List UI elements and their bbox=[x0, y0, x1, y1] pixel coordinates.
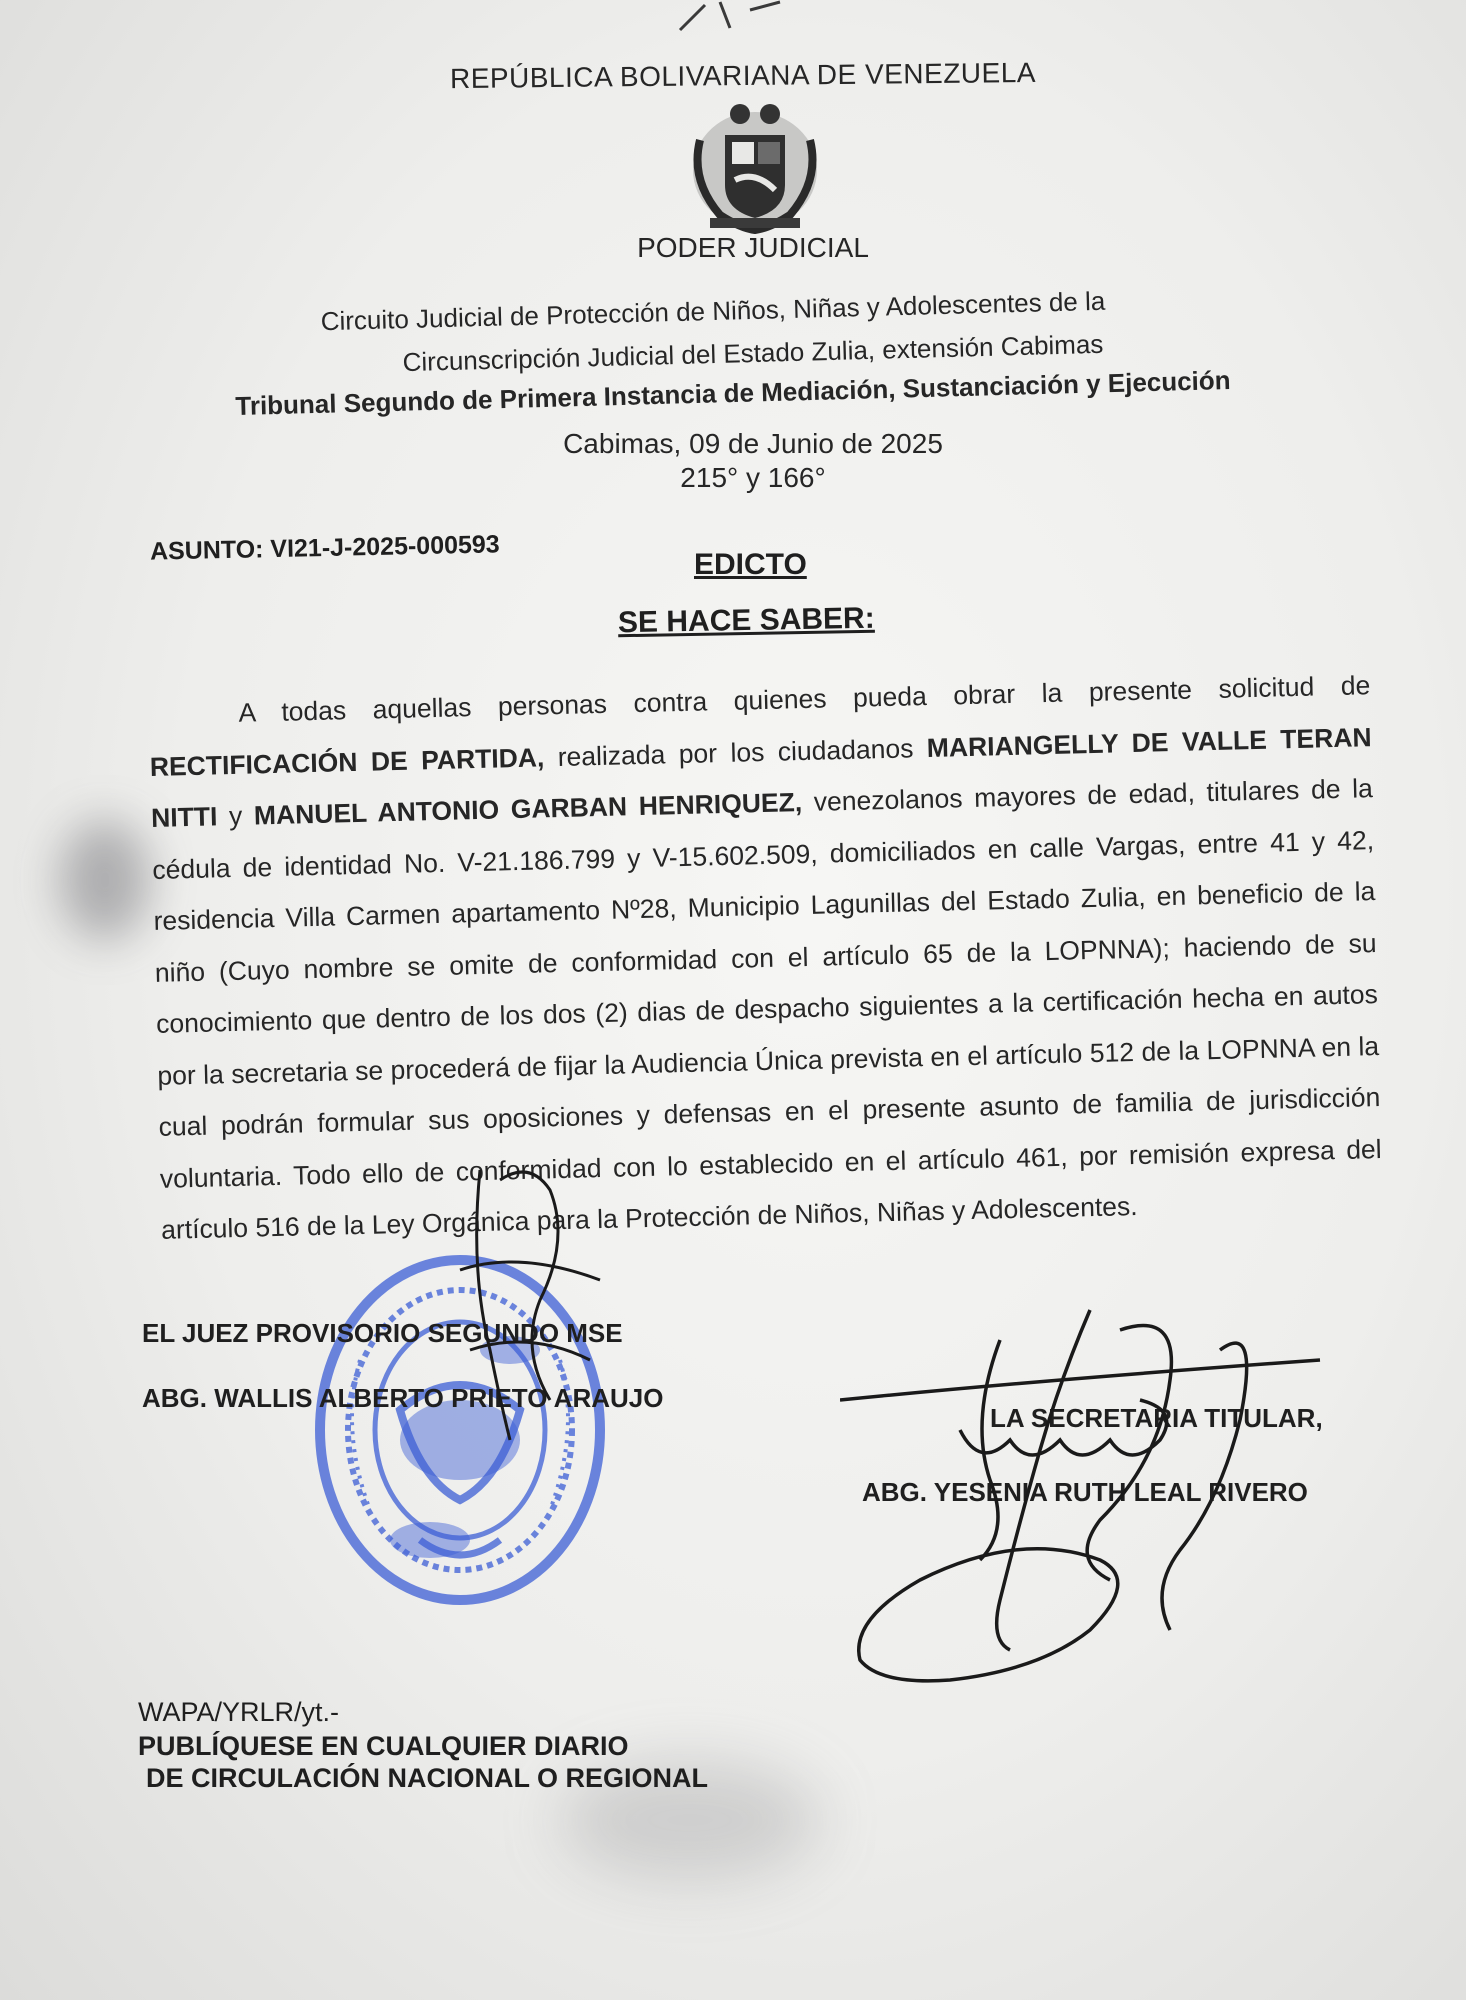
circuit-line-1: Circuito Judicial de Protección de Niños, Niñas y Adolescentes de la bbox=[320, 285, 1106, 337]
body-part-1: A todas aquellas personas contra quienes pueda obrar la presente solicitud de bbox=[238, 670, 1371, 728]
petitioner-1: MARIANGELLY DE VALLE TERAN NITTI bbox=[150, 721, 1372, 833]
court-name: Tribunal Segundo de Primera Instancia de Mediación, Sustanciación y Ejecución bbox=[235, 364, 1231, 422]
top-edge-mark-icon bbox=[660, 0, 800, 40]
petition-type: RECTIFICACIÓN DE PARTIDA, bbox=[149, 741, 545, 782]
document-title: EDICTO bbox=[694, 548, 807, 581]
publish-instruction-2: DE CIRCULACIÓN NACIONAL O REGIONAL bbox=[146, 1763, 709, 1793]
circuit-line-2: Circunscripción Judicial del Estado Zulia, extensión Cabimas bbox=[402, 328, 1104, 378]
judge-signature bbox=[440, 1150, 620, 1450]
shadow-smudge bbox=[60, 820, 150, 940]
case-subject: ASUNTO: VI21-J-2025-000593 bbox=[149, 530, 500, 566]
document-subtitle: SE HACE SABER: bbox=[617, 601, 875, 640]
judge-name: ABG. WALLIS ALBERTO PRIETO ARAUJO bbox=[142, 1383, 664, 1413]
body-part-2: realizada por los ciudadanos bbox=[543, 732, 928, 772]
branch-heading: PODER JUDICIAL bbox=[637, 232, 869, 263]
edict-body bbox=[148, 660, 1383, 1256]
coat-of-arms-icon bbox=[680, 100, 830, 235]
judge-title: EL JUEZ PROVISORIO SEGUNDO MSE bbox=[142, 1318, 623, 1348]
secretary-signature bbox=[840, 1300, 1360, 1700]
document-years: 215° y 166° bbox=[680, 462, 826, 493]
secretary-name: ABG. YESENIA RUTH LEAL RIVERO bbox=[862, 1477, 1308, 1507]
secretary-title: LA SECRETARIA TITULAR, bbox=[990, 1403, 1323, 1433]
publish-instruction-1: PUBLÍQUESE EN CUALQUIER DIARIO bbox=[138, 1731, 629, 1761]
initials-reference: WAPA/YRLR/yt.- bbox=[138, 1697, 340, 1727]
document-date: Cabimas, 09 de Junio de 2025 bbox=[563, 428, 943, 459]
petitioner-2: MANUEL ANTONIO GARBAN HENRIQUEZ, bbox=[253, 787, 803, 831]
body-part-3: y bbox=[216, 800, 255, 832]
country-heading: REPÚBLICA BOLIVARIANA DE VENEZUELA bbox=[449, 56, 1037, 95]
body-part-4: venezolanos mayores de edad, titulares de la cédula de identidad No. V-21.186.799 y V-15.602.509, domiciliados en calle Vargas, entre 41 y 42, residencia Villa Carmen apartamento Nº28, Municipio Lagunillas del Estado Zulia, en beneficio de la niño (Cuyo nombre se omite de conformidad con el artículo 65 de la LOPNNA); haciendo de su conocimiento que dentro de los dos (2) dias de despacho siguientes a la certificación hecha en autos por la secretaria se procederá de fijar la Audiencia Única prevista en el artículo 512 de la LOPNNA en la cual podrán formular sus oposiciones y defensas en el presente asunto de familia de jurisdicción voluntaria. Todo ello de conformidad con lo establecido en el artículo 461, por remisión expresa del artículo 516 de la Ley Orgánica para la Protección de Niños, Niñas y Adolescentes. bbox=[152, 773, 1382, 1245]
indent bbox=[149, 722, 239, 724]
